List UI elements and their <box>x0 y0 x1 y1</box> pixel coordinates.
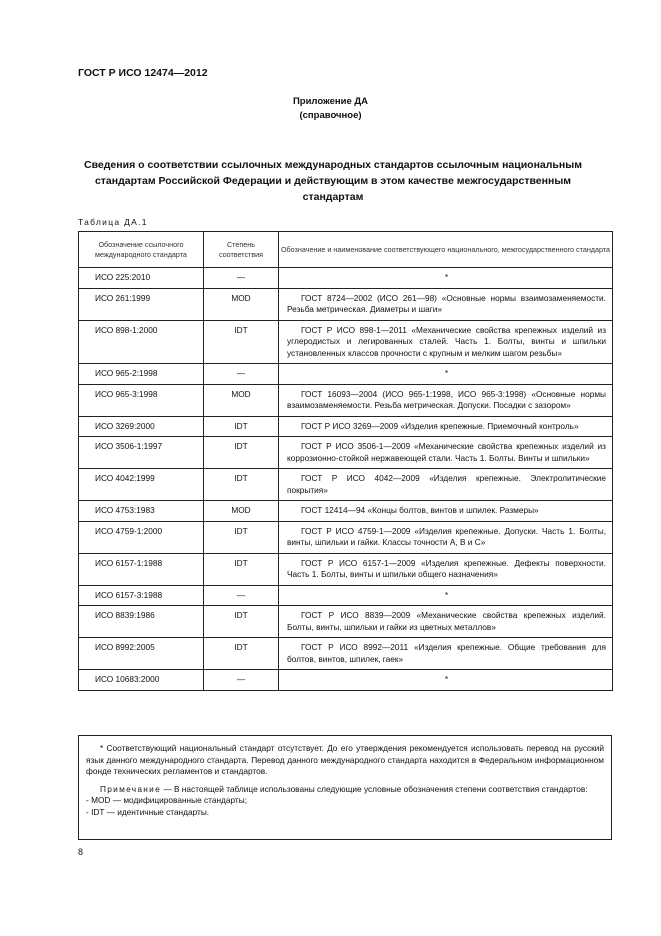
page-number: 8 <box>78 847 84 857</box>
national-standard-text: * <box>444 368 449 378</box>
table-notes <box>78 735 612 840</box>
cell-international-standard: ИСО 898-1:2000 <box>79 320 204 364</box>
national-standard-text: ГОСТ Р ИСО 6157-1—2009 «Изделия крепежные. Дефекты поверхности. Часть 1. Болты, винты и шпильки общего назначения» <box>287 557 606 579</box>
national-standard-text: ГОСТ Р ИСО 898-1—2011 «Механические свойства крепежных изделий из углеродистых и легированных сталей. Часть 1. Болты, винты и шпильки установленных классов прочности с крупным и мелким шагом резьбы» <box>287 324 606 358</box>
cell-national-standard <box>279 469 613 501</box>
national-standard-text: ГОСТ Р ИСО 4042—2009 «Изделия крепежные. Электролитические покрытия» <box>287 473 606 495</box>
national-standard-text: ГОСТ 12414—94 «Концы болтов, винтов и шпилек. Размеры» <box>301 505 539 515</box>
cell-degree: MOD <box>204 288 279 320</box>
national-standard-text: * <box>444 674 449 684</box>
section-title: Сведения о соответствии ссылочных международных стандартов ссылочным национальным стандартам Российской Федерации и действующим в этом качестве межгосударственным стандартам <box>84 159 582 203</box>
national-standard-text: ГОСТ 16093—2004 (ИСО 965-1:1998, ИСО 965-3:1998) «Основные нормы взаимозаменяемости. Резьба метрическая. Допуски. Посадки с зазором» <box>287 388 606 410</box>
national-standard-text: ГОСТ Р ИСО 8992—2011 «Изделия крепежные. Общие требования для болтов, винтов, шпилек, гаек» <box>287 642 606 664</box>
cell-international-standard: ИСО 4042:1999 <box>79 469 204 501</box>
table-caption: Таблица ДА.1 <box>78 217 148 227</box>
note-block <box>86 784 604 819</box>
cell-international-standard: ИСО 10683:2000 <box>79 670 204 691</box>
national-standard-text: ГОСТ Р ИСО 4759-1—2009 «Изделия крепежные. Допуски. Часть 1. Болты, винты, шпильки и гайки. Классы точности А, В и С» <box>287 525 606 547</box>
table-row <box>79 501 613 522</box>
footnote <box>86 743 604 778</box>
cell-international-standard: ИСО 4759-1:2000 <box>79 521 204 553</box>
table-row <box>79 320 613 364</box>
table-row <box>79 384 613 416</box>
national-standard-text: ГОСТ Р ИСО 3506-1—2009 «Механические свойства крепежных изделий из коррозионно-стойкой нержавеющей стали. Часть 1. Болты. Винты и шпильки» <box>287 441 606 463</box>
cell-international-standard: ИСО 965-3:1998 <box>79 384 204 416</box>
cell-national-standard <box>279 585 613 606</box>
cell-international-standard: ИСО 4753:1983 <box>79 501 204 522</box>
table-row <box>79 268 613 289</box>
footnote-text: * Соответствующий национальный стандарт отсутствует. До его утверждения рекомендуется использовать перевод на русский язык данного международного стандарта. Перевод данного международного стандарта находится в Федеральном информационном фонде технических регламентов и стандартов. <box>86 743 604 776</box>
cell-national-standard <box>279 288 613 320</box>
cell-degree: MOD <box>204 384 279 416</box>
cell-national-standard <box>279 638 613 670</box>
cell-international-standard: ИСО 6157-3:1988 <box>79 585 204 606</box>
document-header: ГОСТ Р ИСО 12474—2012 <box>78 67 208 79</box>
cell-international-standard: ИСО 8992:2005 <box>79 638 204 670</box>
note-item: - IDT — идентичные стандарты. <box>86 806 210 817</box>
cell-international-standard: ИСО 6157-1:1988 <box>79 553 204 585</box>
cell-degree: IDT <box>204 437 279 469</box>
correspondence-table <box>78 231 613 691</box>
table-row <box>79 469 613 501</box>
column-header-international: Обозначение ссылочного международного стандарта <box>79 232 204 268</box>
note-text: — В настоящей таблице использованы следующие условные обозначения степени соответствия стандартов: <box>163 783 588 794</box>
table-row <box>79 437 613 469</box>
cell-national-standard <box>279 670 613 691</box>
table-row <box>79 288 613 320</box>
table-row <box>79 416 613 437</box>
cell-international-standard: ИСО 3506-1:1997 <box>79 437 204 469</box>
cell-degree: — <box>204 268 279 289</box>
cell-national-standard <box>279 416 613 437</box>
national-standard-text: ГОСТ Р ИСО 3269—2009 «Изделия крепежные. Приемочный контроль» <box>301 420 579 431</box>
cell-degree: IDT <box>204 606 279 638</box>
national-standard-text: ГОСТ 8724—2002 (ИСО 261—98) «Основные нормы взаимозаменяемости. Резьба метрическая. Диаметры и шаги» <box>287 292 606 314</box>
annex-subtitle: (справочное) <box>299 110 362 121</box>
cell-degree: IDT <box>204 416 279 437</box>
table-row <box>79 638 613 670</box>
table-row <box>79 553 613 585</box>
table-row <box>79 521 613 553</box>
annex-heading <box>0 95 661 123</box>
table-header-row <box>79 232 613 268</box>
table-row <box>79 364 613 385</box>
cell-international-standard: ИСО 3269:2000 <box>79 416 204 437</box>
cell-national-standard <box>279 384 613 416</box>
cell-national-standard <box>279 606 613 638</box>
column-header-degree: Степень соответствия <box>204 232 279 268</box>
cell-national-standard <box>279 320 613 364</box>
cell-national-standard <box>279 501 613 522</box>
cell-national-standard <box>279 437 613 469</box>
national-standard-text: ГОСТ Р ИСО 8839—2009 «Механические свойства крепежных изделий. Болты, винты, шпильки и гайки из цветных металлов» <box>287 610 606 632</box>
cell-national-standard <box>279 521 613 553</box>
table-row <box>79 606 613 638</box>
table-row <box>79 585 613 606</box>
national-standard-text: * <box>444 272 449 282</box>
cell-degree: — <box>204 670 279 691</box>
cell-degree: MOD <box>204 501 279 522</box>
cell-national-standard <box>279 268 613 289</box>
cell-degree: IDT <box>204 638 279 670</box>
cell-degree: IDT <box>204 521 279 553</box>
annex-title: Приложение ДА <box>292 96 369 107</box>
cell-international-standard: ИСО 965-2:1998 <box>79 364 204 385</box>
cell-national-standard <box>279 553 613 585</box>
table-row <box>79 670 613 691</box>
note-label: Примечание <box>100 783 162 794</box>
note-item: - MOD — модифицированные стандарты; <box>86 795 248 805</box>
column-header-national: Обозначение и наименование соответствующего национального, межгосударственного стандарта <box>279 232 613 268</box>
cell-degree: IDT <box>204 320 279 364</box>
cell-degree: IDT <box>204 553 279 585</box>
cell-international-standard: ИСО 261:1999 <box>79 288 204 320</box>
cell-degree: IDT <box>204 469 279 501</box>
cell-national-standard <box>279 364 613 385</box>
cell-international-standard: ИСО 8839:1986 <box>79 606 204 638</box>
cell-degree: — <box>204 364 279 385</box>
cell-degree: — <box>204 585 279 606</box>
national-standard-text: * <box>444 589 449 600</box>
table-body <box>79 268 613 691</box>
cell-international-standard: ИСО 225:2010 <box>79 268 204 289</box>
